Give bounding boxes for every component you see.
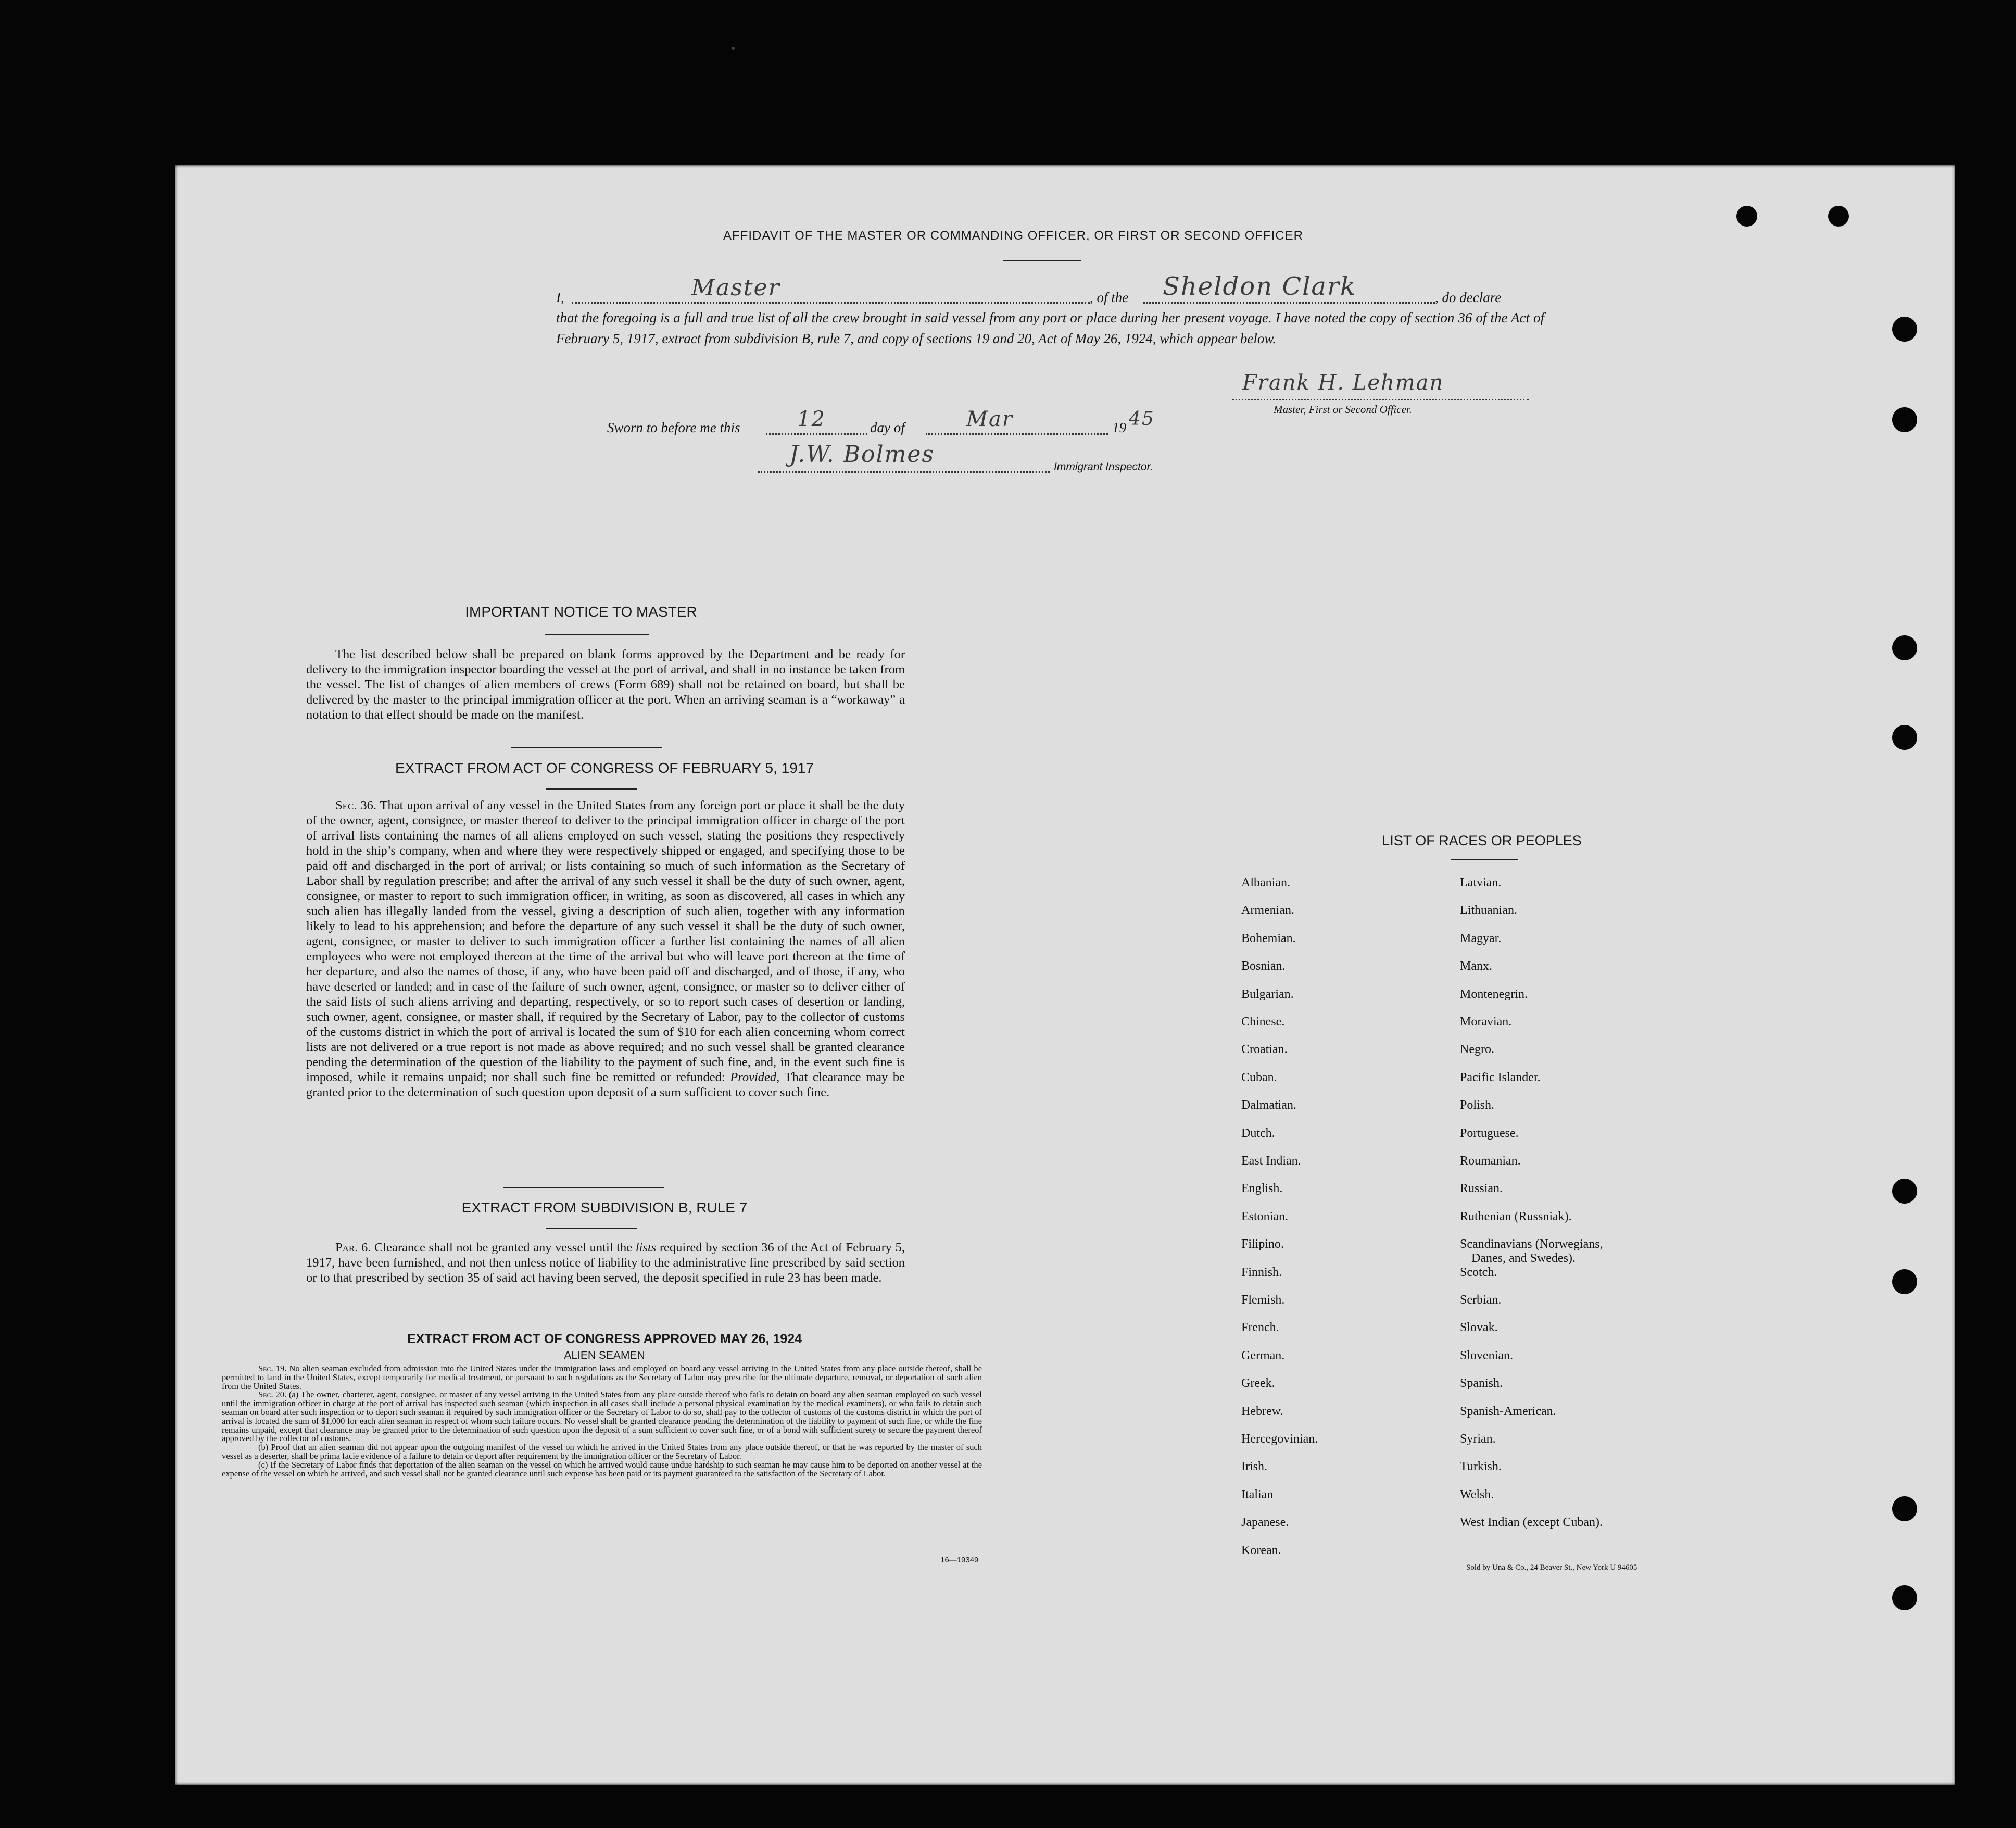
notice-title: IMPORTANT NOTICE TO MASTER bbox=[465, 604, 697, 620]
subdivision-title: EXTRACT FROM SUBDIVISION B, RULE 7 bbox=[461, 1199, 748, 1216]
punch-hole bbox=[1892, 407, 1917, 432]
extract-1917-title: EXTRACT FROM ACT OF CONGRESS OF FEBRUARY 5, 1917 bbox=[395, 760, 814, 776]
affidavit-title: AFFIDAVIT OF THE MASTER OR COMMANDING OFFICER, OR FIRST OR SECOND OFFICER bbox=[723, 229, 1303, 243]
race-item: Cuban. bbox=[1241, 1070, 1277, 1084]
race-item: West Indian (except Cuban). bbox=[1460, 1516, 1603, 1530]
race-item: Chinese. bbox=[1241, 1015, 1285, 1029]
race-item: Korean. bbox=[1241, 1543, 1281, 1557]
section-20b: (b) Proof that an alien seaman did not appear upon the outgoing manifest of the vessel on which he arrived in the United States from any place outside thereof, or that he was reported by the master of such vessel as a deserter, shall be prima facie evidence of a failure to detain or deport after requirement by the immigration officer or the Secretary of Labor. bbox=[222, 1442, 982, 1461]
divider bbox=[503, 1187, 664, 1188]
race-item: Albanian. bbox=[1241, 876, 1290, 890]
inspector-signature: J.W. Bolmes bbox=[789, 441, 935, 468]
notice-body: The list described below shall be prepared on blank forms approved by the Department and be ready for delivery to the immigration inspector boarding the vessel at the port of arrival, and shall in no instance be taken from the vessel. The list of changes of alien members of crews (Form 689) shall not be retained on board, but shall be delivered by the master to the principal immigration officer at the port. When an arriving seaman is a “workaway” a notation to that effect should be made on the manifest. bbox=[306, 647, 905, 722]
race-item: Armenian. bbox=[1241, 904, 1294, 918]
race-item: Scotch. bbox=[1460, 1265, 1497, 1279]
race-item: Latvian. bbox=[1460, 876, 1502, 890]
extract-1917-body bbox=[306, 798, 905, 1100]
extract-1924-body bbox=[222, 1364, 982, 1478]
race-item: Moravian. bbox=[1460, 1015, 1512, 1029]
divider bbox=[1451, 859, 1518, 860]
name-field bbox=[572, 272, 1090, 304]
race-item: English. bbox=[1241, 1182, 1283, 1196]
divider bbox=[1003, 260, 1081, 261]
section-36-end: That clearance may be granted prior to the determination of such question upon deposit of a sum sufficient to cover such fine. bbox=[306, 1070, 905, 1099]
section-19 bbox=[222, 1364, 982, 1391]
divider bbox=[545, 634, 649, 635]
subdivision-body bbox=[306, 1240, 905, 1285]
paragraph-text-a: Clearance shall not be granted any vessel until the bbox=[374, 1241, 633, 1255]
form-number: 16—19349 bbox=[940, 1556, 979, 1564]
name-handwriting: Master bbox=[691, 274, 780, 301]
race-item: Flemish. bbox=[1241, 1293, 1285, 1307]
of-the-label: , of the bbox=[1090, 290, 1129, 305]
divider bbox=[511, 747, 662, 748]
inspector-block bbox=[758, 441, 1227, 478]
i-label: I, bbox=[556, 290, 564, 305]
race-item: Spanish. bbox=[1460, 1376, 1503, 1391]
race-item: Ruthenian (Russniak). bbox=[1460, 1209, 1572, 1223]
race-item: Bulgarian. bbox=[1241, 987, 1294, 1001]
race-item: Hercegovinian. bbox=[1241, 1432, 1318, 1446]
scan-speck bbox=[732, 47, 735, 50]
race-item: Slovenian. bbox=[1460, 1348, 1513, 1362]
race-item: Japanese. bbox=[1241, 1516, 1289, 1530]
lists-word: lists bbox=[635, 1241, 657, 1255]
section-20a-text: (a) The owner, charterer, agent, consignee, or master of any vessel arriving in the United States from any place outside thereof who fails to detain on board any alien seaman employed on such vessel until the immigration officer in charge at the port of arrival has inspected such seaman (which inspection in all cases shall include a personal physical examination by the medical examiners), or who fails to detain such seaman on board after such inspection or to deport such seaman if required by such immigration officer or the Secretary of Labor to do so, shall pay to the collector of customs of the customs district in which the port of arrival is located the sum of $1,000 for each alien seaman in respect of whom such failure occurs. No vessel shall be granted clearance pending the determination of the liability to payment of such fine, or while the fine remains unpaid, except that clearance may be granted prior to the determination of such question upon the deposit of a sum sufficient to cover such fine, or of a bond with sufficient surety to secure the payment thereof approved by the collector of customs. bbox=[222, 1389, 982, 1444]
divider bbox=[546, 1228, 637, 1229]
punch-hole bbox=[1892, 1585, 1917, 1610]
paragraph-text-b: required by section 36 of the Act of February 5, 1917, have been furnished, and not then unless notice of liability to the administrative fine prescribed by said section or to that prescribed by section 35 of said act having been served, the deposit specified in rule 23 has been made. bbox=[306, 1241, 905, 1285]
race-item: French. bbox=[1241, 1321, 1279, 1335]
punch-hole bbox=[1892, 635, 1917, 660]
provided-word: Provided, bbox=[730, 1070, 780, 1084]
day-of-label: day of bbox=[870, 420, 905, 435]
race-item: Spanish-American. bbox=[1460, 1404, 1556, 1418]
race-item: Magyar. bbox=[1460, 931, 1502, 945]
race-item: Polish. bbox=[1460, 1098, 1495, 1112]
race-item: Russian. bbox=[1460, 1182, 1503, 1196]
month-field bbox=[926, 407, 1108, 435]
section-19-label: Sec. 19. bbox=[258, 1363, 287, 1373]
race-item: Slovak. bbox=[1460, 1321, 1498, 1335]
race-item: Roumanian. bbox=[1460, 1154, 1521, 1168]
section-20a bbox=[222, 1391, 982, 1443]
race-item: Croatian. bbox=[1241, 1043, 1288, 1057]
punch-hole bbox=[1736, 206, 1757, 227]
race-item: Welsh. bbox=[1460, 1487, 1494, 1501]
do-declare-label: , do declare bbox=[1435, 290, 1502, 305]
paragraph-label: Par. 6. bbox=[335, 1241, 371, 1255]
divider bbox=[546, 788, 637, 790]
punch-hole bbox=[1892, 1496, 1917, 1521]
document-page bbox=[175, 165, 1955, 1785]
punch-hole bbox=[1892, 725, 1917, 750]
race-item: Serbian. bbox=[1460, 1293, 1502, 1307]
race-item: Finnish. bbox=[1241, 1265, 1282, 1279]
vessel-handwriting: Sheldon Clark bbox=[1163, 272, 1357, 301]
race-item: Montenegrin. bbox=[1460, 987, 1528, 1001]
punch-hole bbox=[1892, 1179, 1917, 1204]
race-item: Negro. bbox=[1460, 1043, 1494, 1057]
section-36-text: That upon arrival of any vessel in the United States from any foreign port or place it shall be the duty of the owner, agent, consignee, or master thereof to deliver to the principal immigration officer in charge of the port of arrival lists containing the names of all aliens employed on such vessel, stating the positions they respectively hold in the ship’s company, when and where they were respectively shipped or engaged, and specifying those to be paid off and discharged in the port of arrival; or lists containing so much of such information as the Secretary of Labor shall by regulation prescribe; and after the arrival of any such vessel it shall be the duty of such owner, agent, consignee, or master to report to such immigration officer, in writing, as soon as discovered, all cases in which any such alien has illegally landed from the vessel, giving a description of such alien, together with any information likely to lead to his apprehension; and before the departure of any such vessel it shall be the duty of such owner, agent, consignee, or master to deliver to such immigration officer a further list containing the names of all alien employees who were not employed thereon at the time of the arrival but who will leave port thereon at the time of her departure, and also the names of those, if any, who have been paid off and discharged, and of those, if any, who have deserted or landed; and in case of the failure of such owner, agent, consignee, or master so to deliver either of the said lists of such aliens arriving and departing, respectively, or so to report such cases of desertion or landing, such owner, agent, consignee, or master shall, if required by the Secretary of Labor, pay to the collector of customs of the customs district in which the port of arrival is located the sum of $10 for each alien concerning whom correct lists are not delivered or a true report is not made as above required; and no such vessel shall be granted clearance pending the determination of the question of the liability to the payment of such fine, and, in the event such fine is imposed, while it remains unpaid; nor shall such fine be remitted or refunded: bbox=[306, 798, 905, 1084]
affidavit-body: that the foregoing is a full and true list of all the crew brought in said vessel from any port or place during her present voyage. I have noted the copy of section 36 of the Act of February 5, 1917, extract from subdivision B, rule 7, and copy of sections 19 and 20, Act of May 26, 1924, which appear below. bbox=[556, 310, 1544, 346]
extract-1924-subtitle: ALIEN SEAMEN bbox=[564, 1349, 645, 1361]
race-item: Filipino. bbox=[1241, 1237, 1284, 1251]
race-item: Irish. bbox=[1241, 1460, 1267, 1474]
race-item: Bosnian. bbox=[1241, 959, 1286, 973]
day-handwriting: 12 bbox=[797, 407, 826, 431]
punch-hole bbox=[1828, 206, 1849, 227]
sworn-label: Sworn to before me this bbox=[607, 420, 740, 435]
race-item: Portuguese. bbox=[1460, 1126, 1519, 1140]
race-item: Manx. bbox=[1460, 959, 1492, 973]
race-item: Turkish. bbox=[1460, 1460, 1502, 1474]
race-item: Danes, and Swedes). bbox=[1471, 1251, 1576, 1266]
race-item: German. bbox=[1241, 1348, 1285, 1362]
master-signature: Frank H. Lehman bbox=[1242, 371, 1444, 395]
race-item: Estonian. bbox=[1241, 1209, 1288, 1223]
month-handwriting: Mar bbox=[966, 407, 1013, 431]
race-item: Scandinavians (Norwegians, bbox=[1460, 1237, 1603, 1251]
race-item: Italian bbox=[1241, 1487, 1274, 1501]
extract-1924-title: EXTRACT FROM ACT OF CONGRESS APPROVED MAY 26, 1924 bbox=[407, 1332, 802, 1346]
section-20-label: Sec. 20. bbox=[258, 1389, 287, 1400]
year-prefix: 19 bbox=[1112, 420, 1126, 435]
sold-by-note: Sold by Una & Co., 24 Beaver St., New York U 94605 bbox=[1466, 1563, 1637, 1572]
section-label: Sec. 36. bbox=[335, 798, 377, 812]
race-item: Syrian. bbox=[1460, 1432, 1496, 1446]
section-19-text: No alien seaman excluded from admission into the United States under the immigration laws and employed on board any vessel arriving in the United States from any place outside thereof, shall be permitted to land in the United States, except temporarily for medical treatment, or pursuant to such regulations as the Secretary of Labor may prescribe for the ultimate departure, removal, or deportation of such alien from the United States. bbox=[222, 1363, 982, 1391]
races-title: LIST OF RACES OR PEOPLES bbox=[1382, 833, 1582, 848]
race-item: Dutch. bbox=[1241, 1126, 1275, 1140]
race-item: Hebrew. bbox=[1241, 1404, 1283, 1418]
race-item: East Indian. bbox=[1241, 1154, 1301, 1168]
signature-caption: Master, First or Second Officer. bbox=[1274, 403, 1412, 416]
race-item: Lithuanian. bbox=[1460, 904, 1517, 918]
punch-hole bbox=[1892, 1269, 1917, 1294]
race-item: Bohemian. bbox=[1241, 931, 1296, 945]
section-20c: (c) If the Secretary of Labor finds that deportation of the alien seaman on the vessel on which he arrived would cause undue hardship to such seaman he may cause him to be deported on another vessel at the expense of the vessel on which he arrived, and such vessel shall not be granted clearance until such expense has been paid or its payment guaranteed to the satisfaction of the Secretary of Labor. bbox=[222, 1459, 982, 1479]
year-handwriting: 45 bbox=[1129, 408, 1155, 430]
race-item: Greek. bbox=[1241, 1376, 1275, 1391]
inspector-caption: Immigrant Inspector. bbox=[1054, 461, 1153, 473]
declaration-line bbox=[556, 272, 1551, 303]
race-item: Pacific Islander. bbox=[1460, 1070, 1541, 1084]
sworn-line bbox=[607, 407, 1388, 439]
race-item: Dalmatian. bbox=[1241, 1098, 1296, 1112]
punch-hole bbox=[1892, 317, 1917, 342]
